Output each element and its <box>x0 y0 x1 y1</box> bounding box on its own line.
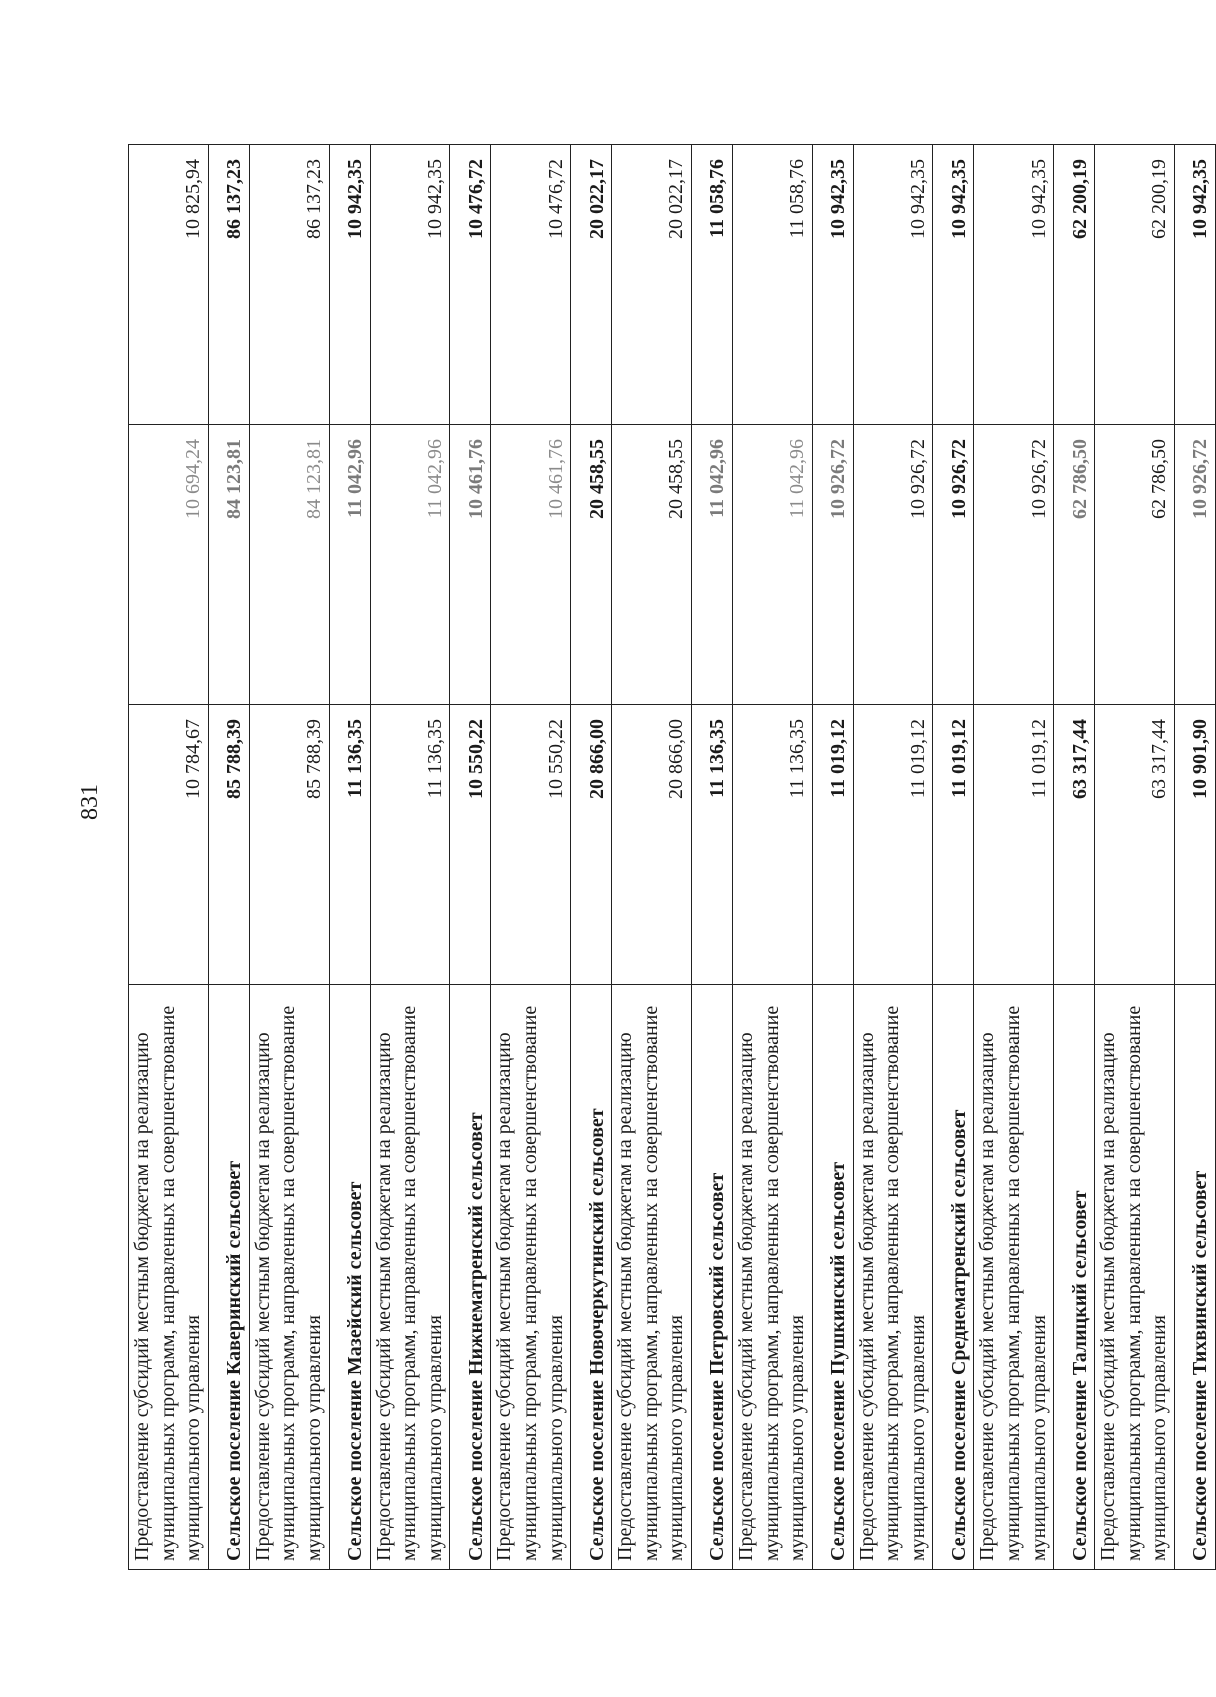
row-value-2: 10 694,24 <box>129 425 209 705</box>
row-value-3: 10 942,35 <box>812 145 853 425</box>
row-value-1: 63 317,44 <box>1095 705 1175 985</box>
table-row <box>853 145 933 1570</box>
row-value-1: 20 866,00 <box>571 705 612 985</box>
row-value-2: 10 926,72 <box>812 425 853 705</box>
rotated-table-wrapper <box>128 145 1212 1570</box>
table-row <box>1095 145 1175 1570</box>
row-value-3: 10 942,35 <box>1175 145 1216 425</box>
table-row <box>974 145 1054 1570</box>
row-value-3: 20 022,17 <box>571 145 612 425</box>
row-value-3: 20 022,17 <box>612 145 692 425</box>
row-name: Сельское поселение Мазейский сельсовет <box>329 985 370 1570</box>
row-name: Сельское поселение Тихвинский сельсовет <box>1175 985 1216 1570</box>
row-value-2: 10 926,72 <box>1175 425 1216 705</box>
row-value-1: 11 136,35 <box>329 705 370 985</box>
row-value-3: 10 942,35 <box>933 145 974 425</box>
row-name: Предоставление субсидий местным бюджетам на реализацию муниципальных программ, направленных на совершенствование муниципального управления <box>129 985 209 1570</box>
row-name: Предоставление субсидий местным бюджетам на реализацию муниципальных программ, направленных на совершенствование муниципального управления <box>1095 985 1175 1570</box>
row-value-1: 63 317,44 <box>1054 705 1095 985</box>
row-name: Сельское поселение Петровский сельсовет <box>691 985 732 1570</box>
row-value-3: 86 137,23 <box>208 145 249 425</box>
row-value-1: 11 136,35 <box>370 705 450 985</box>
table-row <box>370 145 450 1570</box>
row-value-1: 20 866,00 <box>612 705 692 985</box>
row-value-2: 10 461,76 <box>450 425 491 705</box>
table-row <box>732 145 812 1570</box>
row-value-3: 10 825,94 <box>129 145 209 425</box>
row-value-1: 10 901,90 <box>1175 705 1216 985</box>
row-value-2: 84 123,81 <box>249 425 329 705</box>
row-name: Сельское поселение Нижнематренский сельсовет <box>450 985 491 1570</box>
row-name: Сельское поселение Каверинский сельсовет <box>208 985 249 1570</box>
row-value-2: 62 786,50 <box>1095 425 1175 705</box>
table-row <box>491 145 571 1570</box>
row-name: Предоставление субсидий местным бюджетам на реализацию муниципальных программ, направленных на совершенствование муниципального управления <box>370 985 450 1570</box>
table-row <box>933 145 974 1570</box>
table-row <box>571 145 612 1570</box>
row-name: Сельское поселение Среднематренский сельсовет <box>933 985 974 1570</box>
row-value-2: 10 926,72 <box>933 425 974 705</box>
budget-table-body <box>129 145 1216 1570</box>
row-value-1: 11 136,35 <box>691 705 732 985</box>
row-value-2: 11 042,96 <box>732 425 812 705</box>
table-row <box>129 145 209 1570</box>
row-name: Предоставление субсидий местным бюджетам на реализацию муниципальных программ, направленных на совершенствование муниципального управления <box>491 985 571 1570</box>
row-value-2: 10 926,72 <box>853 425 933 705</box>
row-name: Предоставление субсидий местным бюджетам на реализацию муниципальных программ, направленных на совершенствование муниципального управления <box>249 985 329 1570</box>
row-value-3: 10 476,72 <box>491 145 571 425</box>
table-row <box>208 145 249 1570</box>
row-value-1: 10 550,22 <box>450 705 491 985</box>
budget-table <box>128 144 1216 1570</box>
row-name: Сельское поселение Талицкий сельсовет <box>1054 985 1095 1570</box>
row-value-3: 10 942,35 <box>974 145 1054 425</box>
row-name: Сельское поселение Пушкинский сельсовет <box>812 985 853 1570</box>
row-value-3: 11 058,76 <box>732 145 812 425</box>
row-value-1: 11 019,12 <box>974 705 1054 985</box>
row-name: Сельское поселение Новочеркутинский сельсовет <box>571 985 612 1570</box>
row-value-2: 20 458,55 <box>571 425 612 705</box>
row-value-2: 10 461,76 <box>491 425 571 705</box>
table-row <box>812 145 853 1570</box>
row-value-2: 10 926,72 <box>974 425 1054 705</box>
row-value-3: 86 137,23 <box>249 145 329 425</box>
row-name: Предоставление субсидий местным бюджетам на реализацию муниципальных программ, направленных на совершенствование муниципального управления <box>612 985 692 1570</box>
row-value-3: 10 942,35 <box>370 145 450 425</box>
row-value-1: 10 550,22 <box>491 705 571 985</box>
row-value-1: 10 784,67 <box>129 705 209 985</box>
table-row <box>329 145 370 1570</box>
row-value-1: 85 788,39 <box>249 705 329 985</box>
row-value-2: 11 042,96 <box>370 425 450 705</box>
row-value-3: 10 942,35 <box>329 145 370 425</box>
table-row <box>691 145 732 1570</box>
row-value-3: 10 476,72 <box>450 145 491 425</box>
row-value-2: 62 786,50 <box>1054 425 1095 705</box>
row-name: Предоставление субсидий местным бюджетам на реализацию муниципальных программ, направленных на совершенствование муниципального управления <box>853 985 933 1570</box>
row-value-3: 62 200,19 <box>1095 145 1175 425</box>
row-value-1: 85 788,39 <box>208 705 249 985</box>
row-value-2: 84 123,81 <box>208 425 249 705</box>
row-value-1: 11 136,35 <box>732 705 812 985</box>
page-number: 831 <box>77 784 103 820</box>
table-row <box>249 145 329 1570</box>
table-row <box>450 145 491 1570</box>
table-row <box>1054 145 1095 1570</box>
row-value-1: 11 019,12 <box>812 705 853 985</box>
row-value-3: 11 058,76 <box>691 145 732 425</box>
row-value-1: 11 019,12 <box>933 705 974 985</box>
row-name: Предоставление субсидий местным бюджетам на реализацию муниципальных программ, направленных на совершенствование муниципального управления <box>732 985 812 1570</box>
table-row <box>1175 145 1216 1570</box>
row-name: Предоставление субсидий местным бюджетам на реализацию муниципальных программ, направленных на совершенствование муниципального управления <box>974 985 1054 1570</box>
table-row <box>612 145 692 1570</box>
row-value-2: 11 042,96 <box>691 425 732 705</box>
row-value-1: 11 019,12 <box>853 705 933 985</box>
row-value-3: 10 942,35 <box>853 145 933 425</box>
row-value-2: 20 458,55 <box>612 425 692 705</box>
row-value-3: 62 200,19 <box>1054 145 1095 425</box>
row-value-2: 11 042,96 <box>329 425 370 705</box>
